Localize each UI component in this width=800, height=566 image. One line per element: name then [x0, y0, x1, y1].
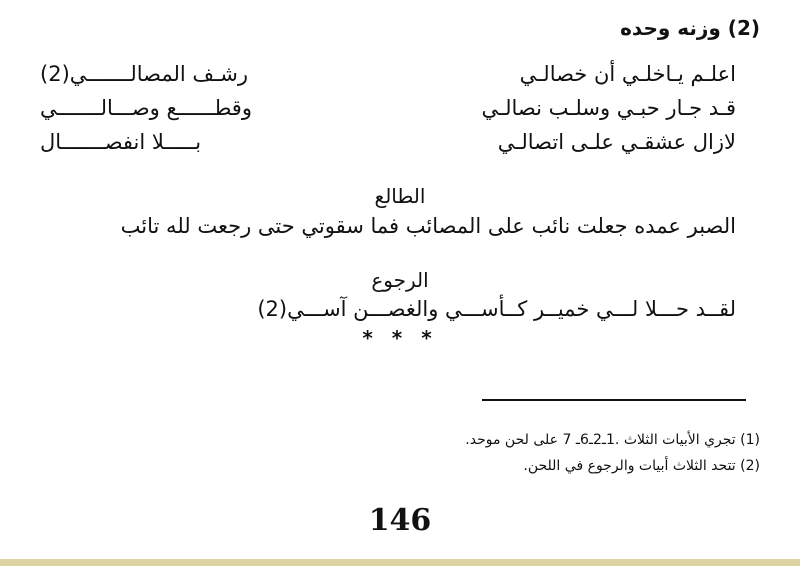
- section-separator: * * *: [362, 326, 438, 350]
- verse-line: [40, 62, 736, 94]
- footnote-2: (2) تتحد الثلاث أبيات والرجوع في اللحن.: [523, 458, 760, 474]
- verse-first-hemistich: اعلـم يـاخلـي أن خصالـي: [519, 62, 736, 86]
- verse-first-hemistich: لازال عشقـي علـى اتصالـي: [497, 130, 736, 154]
- footnote-1: (1) تجري الأبيات الثلاث .1ـ2ـ6ـ 7 على لحن موحد.: [465, 432, 760, 448]
- bottom-border-band: [0, 559, 800, 566]
- refrain-line: الصبر عمده جعلت نائب على المصائب فما سقوتي حتى رجعت لله تائب: [120, 214, 736, 238]
- return-line: لقــد حـــلا لـــي خميــر كــأســـي والغصـــن آســـي(2): [257, 297, 736, 321]
- verse-second-hemistich: وقطــــــع وصـــالـــــــي: [40, 96, 252, 120]
- verse-line: [40, 130, 736, 162]
- verse-line: [40, 96, 736, 128]
- return-heading: الرجوع: [371, 268, 429, 292]
- verse-second-hemistich: رشـف المصالـــــــي(2): [40, 62, 249, 86]
- verse-second-hemistich: بـــــلا انفصـــــــال: [40, 130, 202, 154]
- refrain-heading: الطالع: [374, 184, 426, 208]
- verse-first-hemistich: قـد جـار حبـي وسلـب نصالـي: [481, 96, 736, 120]
- footnote-divider: [482, 399, 746, 401]
- poem-title: (2) وزنه وحده: [620, 16, 760, 40]
- page-number: 146: [368, 503, 432, 538]
